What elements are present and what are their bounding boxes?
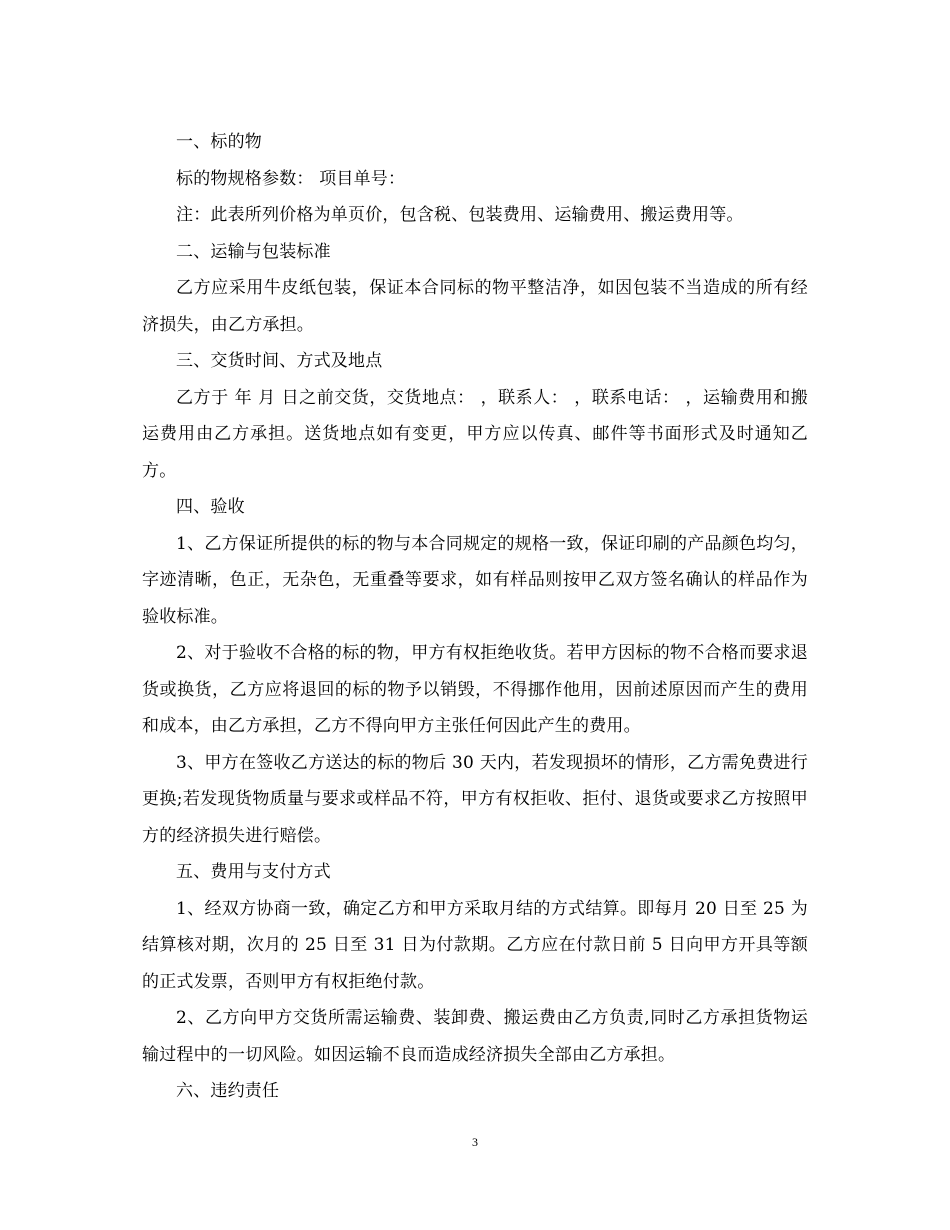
paragraph-acceptance-2: 2、对于验收不合格的标的物，甲方有权拒绝收货。若甲方因标的物不合格而要求退货或换货，乙方应将退回的标的物予以销毁，不得挪作他用，因前述原因而产生的费用和成本，由乙方承担，乙方不得向甲方主张任何因此产生的费用。: [142, 643, 808, 736]
paragraph-packaging: 乙方应采用牛皮纸包装，保证本合同标的物平整洁净，如因包装不当造成的所有经济损失，由乙方承担。: [142, 278, 808, 335]
paragraph-acceptance-1: 1、乙方保证所提供的标的物与本合同规定的规格一致，保证印刷的产品颜色均匀，字迹清晰，色正，无杂色，无重叠等要求，如有样品则按甲乙双方签名确认的样品作为验收标准。: [142, 533, 808, 627]
paragraph-payment-2: 2、乙方向甲方交货所需运输费、装卸费、搬运费由乙方负责,同时乙方承担货物运输过程中的一切风险。如因运输不良而造成经济损失全部由乙方承担。: [142, 1008, 808, 1065]
section-heading-acceptance: 四、验收: [176, 497, 245, 517]
paragraph-payment-1: 1、经双方协商一致，确定乙方和甲方采取月结的方式结算。即每月 20 日至 25 为结算核对期，次月的 25 日至 31 日为付款期。乙方应在付款日前 5 日向甲方开具等额的正式发票，否则甲方有权拒绝付款。: [142, 898, 808, 992]
section-heading-subject: 一、标的物: [176, 132, 262, 152]
section-heading-liability: 六、违约责任: [176, 1081, 280, 1101]
document-body: [142, 124, 808, 1110]
page-number: 3: [472, 1135, 478, 1149]
paragraph-price-note: 注：此表所列价格为单页价，包含税、包装费用、运输费用、搬运费用等。: [176, 205, 744, 225]
section-heading-payment: 五、费用与支付方式: [176, 862, 331, 882]
paragraph-acceptance-3: 3、甲方在签收乙方送达的标的物后 30 天内，若发现损坏的情形，乙方需免费进行更换;若发现货物质量与要求或样品不符，甲方有权拒收、拒付、退货或要求乙方按照甲方的经济损失进行赔偿。: [142, 752, 808, 846]
section-heading-transport: 二、运输与包装标准: [176, 241, 331, 262]
paragraph-delivery: 乙方于 年 月 日之前交货，交货地点： ，联系人： ，联系电话： ，运输费用和搬运费用由乙方承担。送货地点如有变更，甲方应以传真、邮件等书面形式及时通知乙方。: [142, 387, 808, 481]
paragraph-spec-params: 标的物规格参数： 项目单号：: [176, 168, 406, 189]
section-heading-delivery: 三、交货时间、方式及地点: [176, 351, 383, 371]
